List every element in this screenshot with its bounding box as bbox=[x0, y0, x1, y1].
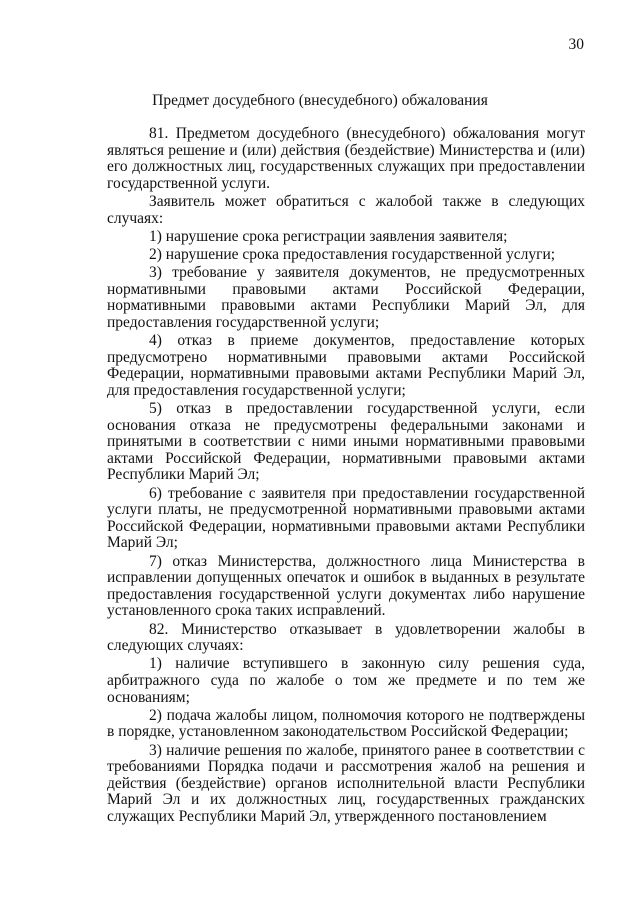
list-item-4: 4) отказ в приеме документов, предоставление которых предусмотрено нормативными правовыми актами Российской Федерации, нормативными правовыми актами Республики Марий Эл, для предоставления государственной услуги; bbox=[107, 332, 585, 399]
paragraph-complaint-cases-intro: Заявитель может обратиться с жалобой также в следующих случаях: bbox=[107, 192, 585, 227]
list-item-6: 6) требование с заявителя при предоставлении государственной услуги платы, не предусмотренной нормативными правовыми актами Российской Федерации, нормативными правовыми актами Республики Марий Эл; bbox=[107, 484, 585, 552]
list-item-2: 2) нарушение срока предоставления государственной услуги; bbox=[149, 245, 556, 263]
refusal-item-3: 3) наличие решения по жалобе, принятого ранее в соответствии с требованиями Порядка подачи и рассмотрения жалоб на решения и действия (бездействие) органов исполнительной власти Республики Марий Эл и их должностных лиц, государственных гражданских служащих Республики Марий Эл, утвержденного постановлением bbox=[107, 741, 585, 825]
refusal-item-2: 2) подача жалобы лицом, полномочия которого не подтверждены в порядке, установленном законодательством Российской Федерации; bbox=[107, 706, 585, 741]
list-item-7: 7) отказ Министерства, должностного лица Министерства в исправлении допущенных опечаток и ошибок в выданных в результате предоставления государственной услуги документах либо нарушение установленного срока таких исправлений. bbox=[107, 552, 585, 620]
document-body bbox=[107, 126, 585, 825]
list-item-5: 5) отказ в предоставлении государственной услуги, если основания отказа не предусмотрены федеральными законами и принятыми в соответствии с ними иными нормативными правовыми актами Российской Федерации, нормативными правовыми актами Республики Марий Эл; bbox=[107, 400, 585, 484]
refusal-item-1: 1) наличие вступившего в законную силу решения суда, арбитражного суда по жалобе о том же предмете и по тем же основаниям; bbox=[107, 655, 585, 706]
paragraph-81: 81. Предметом досудебного (внесудебного) обжалования могут являться решение и (или) действия (бездействие) Министерства и (или) его должностных лиц, государственных служащих при предоставлении государственной услуги. bbox=[107, 125, 585, 192]
section-heading: Предмет досудебного (внесудебного) обжалования bbox=[152, 92, 488, 109]
page-number: 30 bbox=[568, 36, 584, 53]
paragraph-82: 82. Министерство отказывает в удовлетворении жалобы в следующих случаях: bbox=[107, 620, 585, 655]
list-item-1: 1) нарушение срока регистрации заявления заявителя; bbox=[149, 227, 508, 245]
list-item-3: 3) требование у заявителя документов, не предусмотренных нормативными правовыми актами Российской Федерации, нормативными правовыми актами Республики Марий Эл, для предоставления государственной услуги; bbox=[107, 264, 585, 331]
